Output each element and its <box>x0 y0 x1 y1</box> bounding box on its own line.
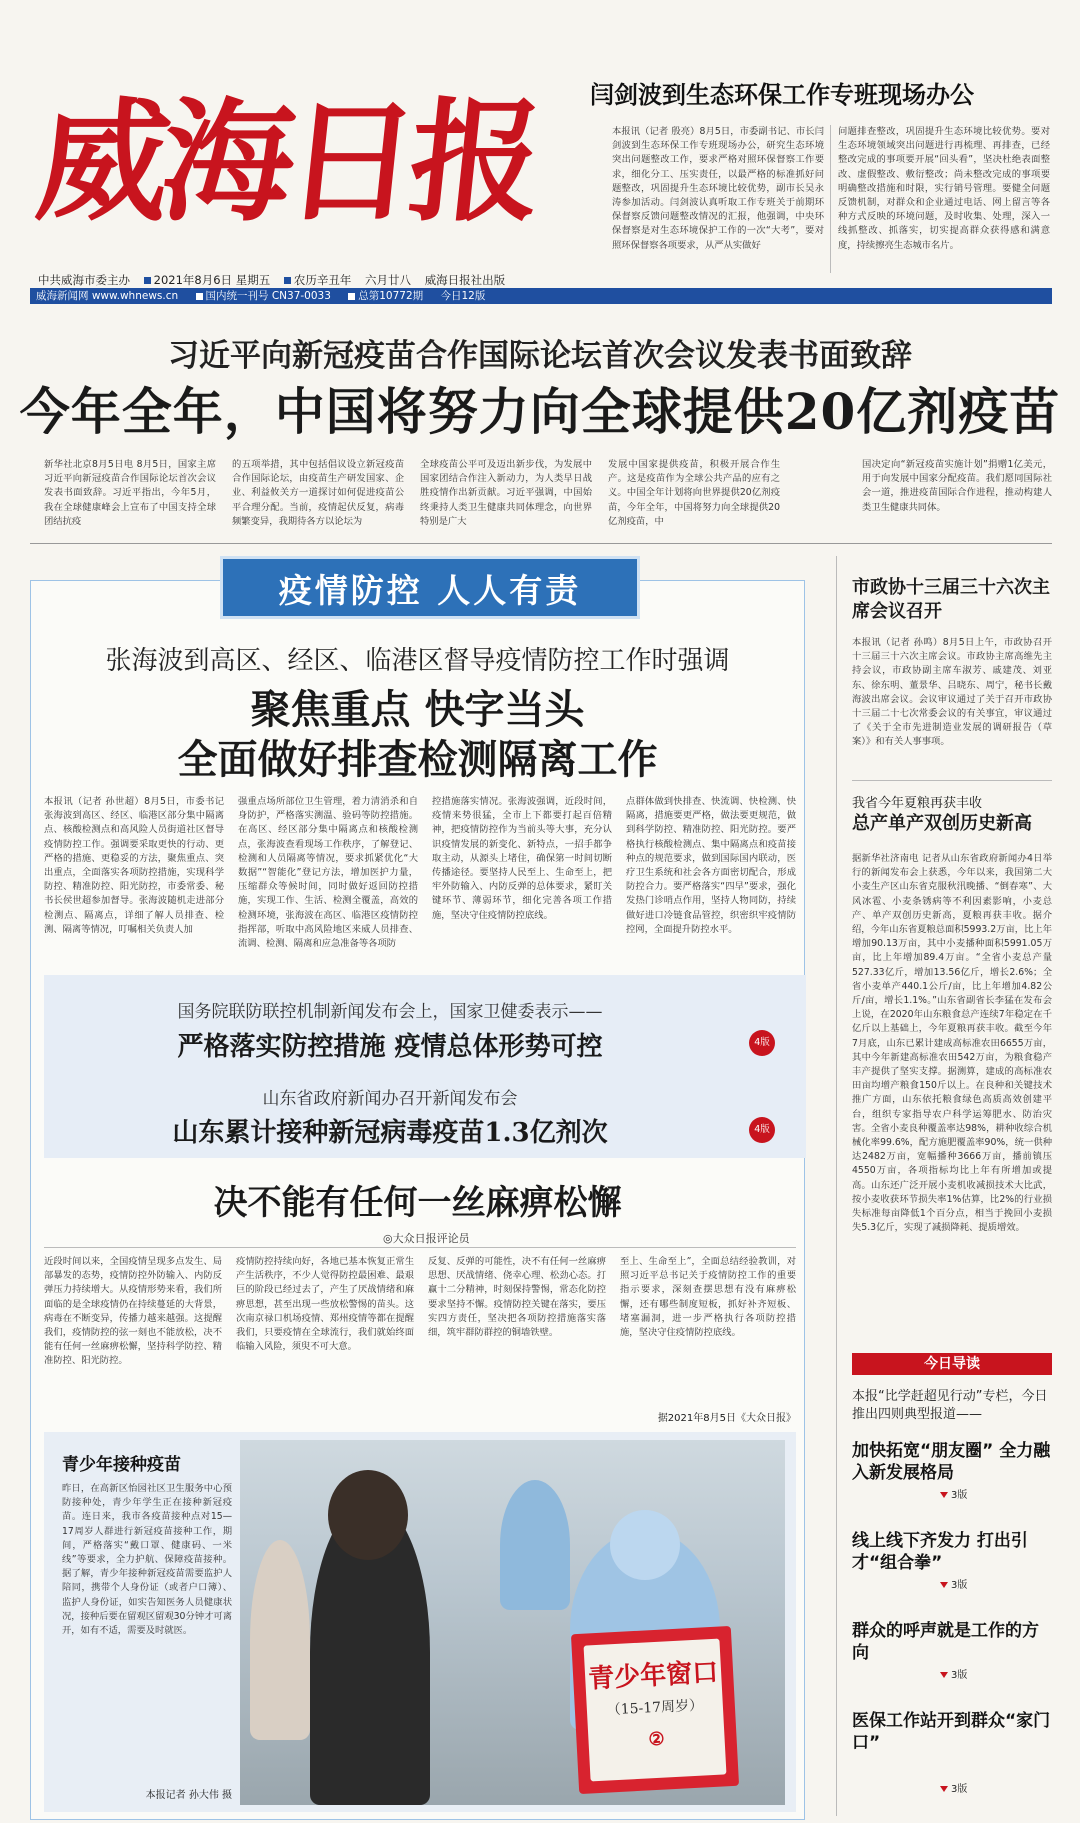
guide-label: 今日导读 <box>852 1353 1052 1375</box>
triangle-icon <box>940 1672 948 1678</box>
lead-col2: 的五项举措，其中包括倡议设立新冠疫苗合作国际论坛，由疫苗生产研发国家、企业、利益攸关方一道探讨如何促进疫苗公平合理分配。当前，疫情起伏反复，病毒频繁变异，我期待各方以论坛为 <box>232 459 404 527</box>
page-text: 3版 <box>951 1490 968 1501</box>
website-link[interactable]: 威海新闻网 www.whnews.cn <box>36 290 179 302</box>
issue-text: 总第10772期 <box>358 290 424 302</box>
top-story-col2: 问题排查整改，巩固提升生态环境比较优势。要对生态环境领域突出问题进行再梳理、再排查，已经整改完成的事项要开展“回头看”，坚决杜绝表面整改、虚假整改、敷衍整改；尚未整改完成的事项要明确整改措施和时限，实行销号管理。要健全问题反馈机制，对群众和企业通过电话、网上留言等各种方式反映的环境问题，及时收集、处理，深入一线抓整改、抓落实，切实提高群众获得感和满意度，持续擦亮生态城市名片。 <box>838 126 1050 251</box>
column-divider <box>830 125 831 273</box>
guide-item-1[interactable]: 加快拓宽“朋友圈” 全力融入新发展格局 <box>852 1441 1051 1483</box>
commentary-col2: 疫情防控持续向好，各地已基本恢复正常生产生活秩序，不少人觉得防控最困难、最艰巨的阶段已经过去了，产生了厌战情绪和麻痹思想，甚至出现一些放松警惕的苗头。这次南京禄口机场疫情、郑州疫情等都在提醒我们，只要疫情在全球流行，我们就始终面临输入风险，须臾不可大意。 <box>236 1256 414 1353</box>
top-story-title[interactable]: 闫剑波到生态环保工作专班现场办公 <box>590 81 974 109</box>
nurse-head <box>610 1510 680 1580</box>
commentary-col4: 至上、生命至上”，全面总结经验教训，对照习近平总书记关于疫情防控工作的重要指示要求，深刻查摆思想有没有麻痹松懈，还有哪些制度短板，抓好补齐短板、堵塞漏洞，进一步严格执行各项防控措施，坚决守住疫情防控底线。 <box>620 1256 796 1339</box>
lead-col4: 发展中国家提供疫苗，积极开展合作生产。这是疫苗作为全球公共产品的应有之义。中国全年计划将向世界提供20亿剂疫苗，今年全年，中国将努力向全球提供20亿剂疫苗，中 <box>608 459 780 527</box>
harvest-title[interactable]: 总产单产双创历史新高 <box>852 813 1032 834</box>
lead-subtitle: 习近平向新冠疫苗合作国际论坛首次会议发表书面致辞 <box>168 338 912 374</box>
pub-date <box>144 273 271 287</box>
masthead-info <box>38 272 598 288</box>
feature-subtitle: 张海波到高区、经区、临港区督导疫情防控工作时强调 <box>105 646 730 676</box>
lunar-year <box>284 273 352 287</box>
page-count: 今日12版 <box>440 290 486 302</box>
divider <box>30 543 1052 544</box>
publisher: 中共威海市委主办 <box>38 273 130 287</box>
square-icon <box>284 277 291 284</box>
sign-age: （15-17周岁） <box>606 1697 704 1719</box>
youth-window-sign <box>571 1626 739 1794</box>
guide-item-1-page[interactable] <box>940 1486 1080 1501</box>
cn-number <box>196 290 331 302</box>
photo-story-text: 昨日，在高新区怡园社区卫生服务中心预防接种处，青少年学生正在接种新冠疫苗。连日来，我市各疫苗接种点对15—17周岁人群进行新冠疫苗接种工作，期间，严格落实“戴口罩、健康码、一米线”等要求，全力护航、保障疫苗接种。据了解，青少年接种新冠疫苗需要监护人陪同，携带个人身份证（或者户口簿）、监护人身份证，如实告知医务人员健康状况，接种后要在留观区留观30分钟才可离开，如有不适，需要及时就医。 <box>62 1483 232 1637</box>
info-bar <box>30 288 1052 304</box>
cn-text: 国内统一刊号 CN37-0033 <box>205 290 331 302</box>
page-tag[interactable]: 4版 <box>749 1030 775 1056</box>
lunar-day: 六月廿八 <box>365 273 412 287</box>
newspaper-logo: 威海日报 <box>29 85 543 240</box>
guide-item-3[interactable]: 群众的呼声就是工作的方向 <box>852 1621 1039 1663</box>
sign-text: 青少年窗口 <box>587 1657 719 1695</box>
campaign-banner: 疫情防控 人人有责 <box>220 556 640 619</box>
feature-col3: 控措施落实情况。张海波强调，近段时间，疫情来势很猛，全市上下都要打起百倍精神，把疫情防控作为当前头等大事，充分认识疫情发展的新变化、新特点，一招手都争取主动，从源头上堵住，确保第一时间切断传播途径。要坚持人民至上、生命至上，把牢外防输入、内防反弹的总体要求，紧盯关键环节、薄弱环节，细化完善各项工作措施，坚决守住疫情防控底线。 <box>432 796 612 921</box>
cppcc-meeting-text: 本报讯（记者 孙鸣）8月5日上午，市政协召开十三届三十六次主席会议。市政协主席高维先主持会议，市政协副主席车淑芳、戚建茂、刘亚东、徐东明、董景华、吕晓东、周宁，秘书长戴海波出席会议。会议审议通过了关于召开市政协十三届二十七次常委会议的有关事宜，审议通过了《关于全市先进制造业发展的调研报告（草案）》和有关人事事项。 <box>852 637 1052 748</box>
harvest-kicker: 我省今年夏粮再获丰收 <box>852 796 983 811</box>
cppcc-meeting-title[interactable]: 市政协十三届三十六次主席会议召开 <box>852 577 1050 622</box>
sign-face <box>584 1639 727 1782</box>
news1-subtitle: 国务院联防联控机制新闻发布会上，国家卫健委表示—— <box>177 1002 603 1022</box>
guide-item-2[interactable]: 线上线下齐发力 打出引才“组合拳” <box>852 1531 1028 1573</box>
triangle-icon <box>940 1582 948 1588</box>
sign-number: ② <box>647 1728 666 1751</box>
column-divider <box>836 556 837 1816</box>
page-text: 3版 <box>951 1580 968 1591</box>
triangle-icon <box>940 1492 948 1498</box>
feature-headline-line2: 全面做好排查检测隔离工作 <box>177 736 658 783</box>
harvest-text: 据新华社济南电 记者从山东省政府新闻办4日举行的新闻发布会上获悉，今年以来，我国第二大小麦生产区山东省克服秋汛晚播、“倒春寒”、大风冰雹、小麦条锈病等不利因素影响，小麦总产、单产双创历史新高，夏粮再获丰收。据介绍，今年山东省夏粮总面积5993.2万亩，比上年增加90.13万亩，其中小麦播种面积5991.05万亩，比上年增加89.4万亩。“全省小麦总产量527.33亿斤，增加13.56亿斤，增长2.6%；全省小麦单产440.1公斤/亩，比上年增加4.82公斤/亩，增长1.1%。”山东省副省长李猛在发布会上说，在2020年山东粮食总产连续7年稳定在千亿斤以上基础上，今年夏粮再获丰收。截至今年7月底，山东已累计建成高标准农田6655万亩，其中今年新建高标准农田542万亩，为粮食稳产丰产提供了坚实支撑。据测算，建成的高标准农田亩均增产粮食150斤以上。在良种和关键技术推广方面，山东依托粮食绿色高质高效创建平台，组织专家指导农户科学运筹肥水、防治灾害。全省小麦良种覆盖率达98%，耕种收综合机械化率99.6%，配方施肥覆盖率90%，统一供种达2482万亩，宽幅播种3666万亩，播前镇压4550万亩，各项指标均比上年有所增加或提高。山东还广泛开展小麦机收减损技术大比武，按小麦收获环节损失率1%估算，比2%的行业损失标准每亩降低1个百分点，相当于挽回小麦损失5.3亿斤，实现了减损降耗、提质增效。 <box>852 853 1052 1234</box>
triangle-icon <box>940 1786 948 1792</box>
news1-headline[interactable]: 严格落实防控措施 疫情总体形势可控 <box>177 1032 603 1062</box>
page-text: 3版 <box>951 1670 968 1681</box>
issue-number <box>348 290 423 302</box>
commentary-col1: 近段时间以来，全国疫情呈现多点发生、局部暴发的态势，疫情防控外防输入、内防反弹压力持续增大。从疫情形势来看，我们所面临的是全球疫情仍在持续蔓延的大背景，病毒在不断变异，传播力越来越强。这提醒我们，疫情防控的弦一刻也不能放松，决不能有任何一丝麻痹松懈，坚持科学防控、精准防控、阳光防控。 <box>44 1256 222 1367</box>
top-story-col1: 本报讯（记者 殷亮）8月5日，市委副书记、市长闫剑波到生态环保工作专班现场办公，研究生态环境突出问题整改工作，要求严格对照环保督察工作要求，细化分工、压实责任，以最严格的标准抓好问题整改，巩固提升生态环境比较优势，副市长吴永涛参加活动。闫剑波认真听取工作专班关于前期环保督察反馈问题整改情况的汇报，他强调，中央环保督察是对生态环境保护工作的一次“大考”，要对照环保督察各项要求，从严从实做好 <box>612 126 824 251</box>
feature-col1: 本报讯（记者 孙世超）8月5日，市委书记张海波到高区、经区、临港区部分集中隔离点、核酸检测点和高风险人员街道社区督导疫情防控工作。强调要采取更快的行动、更严格的措施、更稳妥的方法，聚焦重点、突出重点，全面落实各项防控措施，实现科学防控、精准防控、阳光防控，市委常委、秘书长侯世超参加督导。张海波随机走进部分检测点、隔离点，详细了解人员排查、检测、隔离等情况，叮嘱相关负责人加 <box>44 796 224 935</box>
commentary-headline[interactable]: 决不能有任何一丝麻痹松懈 <box>213 1183 622 1223</box>
lead-col3: 全球疫苗公平可及迈出新步伐，为发展中国家团结合作注入新动力，为人类早日战胜疫情作出新贡献。习近平强调，中国始终秉持人类卫生健康共同体理念，向世界特别是广大 <box>420 459 592 527</box>
commentary-byline: ◎大众日报评论员 <box>383 1232 470 1245</box>
student-head <box>328 1470 408 1560</box>
background-worker <box>500 1480 570 1610</box>
date-text: 2021年8月6日 <box>153 273 233 287</box>
feature-headline-line1: 聚焦重点 快字当头 <box>250 686 585 733</box>
guide-item-4[interactable]: 医保工作站开到群众“家门口” <box>852 1711 1051 1753</box>
guide-item-4-page[interactable] <box>940 1780 1080 1795</box>
photo-credit: 本报记者 孙大伟 摄 <box>145 1790 232 1801</box>
guide-item-3-page[interactable] <box>940 1666 1080 1681</box>
square-icon <box>144 277 151 284</box>
press-name: 威海日报社出版 <box>424 273 506 287</box>
guide-intro: 本报“比学赶超见行动”专栏，今日推出四则典型报道—— <box>852 1389 1048 1422</box>
lead-headline[interactable]: 今年全年，中国将努力向全球提供20亿剂疫苗 <box>19 382 1061 441</box>
news2-subtitle: 山东省政府新闻办召开新闻发布会 <box>262 1089 518 1109</box>
page-tag[interactable]: 4版 <box>749 1117 775 1143</box>
divider <box>852 780 1052 781</box>
page-text: 3版 <box>951 1784 968 1795</box>
lead-col1: 新华社北京8月5日电 8月5日，国家主席习近平向新冠疫苗合作国际论坛首次会议发表书面致辞。习近平指出，今年5月，我在全球健康峰会上宣布了中国支持全球团结抗疫 <box>44 459 216 527</box>
guide-item-2-page[interactable] <box>940 1576 1080 1591</box>
lunar-year-text: 农历辛丑年 <box>293 273 352 287</box>
divider <box>44 1247 796 1248</box>
square-icon <box>196 293 203 300</box>
commentary-source: 据2021年8月5日《大众日报》 <box>657 1413 796 1424</box>
news2-headline[interactable]: 山东累计接种新冠病毒疫苗1.3亿剂次 <box>172 1118 608 1148</box>
photo-story-title[interactable]: 青少年接种疫苗 <box>62 1455 181 1475</box>
feature-col4: 点群体做到快排查、快流调、快检测、快隔离，措施要更严格，做法要更规范，做到科学防控、精准防控、阳光防控。要严格执行核酸检测点、集中隔离点和疫苗接种点的规范要求，做到国际国内联动，医疗卫生系统和社会各方面密切配合，形成防控合力。要严格落实“四早”要求，强化发热门诊哨点作用，坚持人物同防，持续做好进口冷链食品管控，织密织牢疫情防控网，全面提升防控水平。 <box>626 796 796 935</box>
lead-col5: 国决定向“新冠疫苗实施计划”捐赠1亿美元，用于向发展中国家分配疫苗。我们愿同国际社会一道，推进疫苗国际合作进程，推动构建人类卫生健康共同体。 <box>862 459 1052 513</box>
feature-col2: 强重点场所部位卫生管理，着力清消杀和自身防护，严格落实测温、验码等防控措施。在高区、经区部分集中隔离点和核酸检测点，张海波查看现场工作秩序，了解登记、检测和人员隔离等情况，要求抓紧优化“大数据”“智能化”登记方法，增加医护力量，压缩群众等候时间，同时做好返回防控措施，实现工作、生活、检测全覆盖，高效的检测环境，张海波在高区、临港区疫情防控指挥部，听取中高风险地区来威人员排查、流调、检测、隔离和应急准备等各项防 <box>238 796 418 950</box>
commentary-col3: 反复、反弹的可能性，决不有任何一丝麻痹思想、厌战情绪、侥幸心理、松劲心态。打赢十二分精神，时刻保持警惕，常态化防控要求坚持不懈。疫情防控关键在落实，要压实四方责任，坚决把各项防控措施落实落细，筑牢群防群控的铜墙铁壁。 <box>428 1256 606 1339</box>
background-person <box>250 1540 310 1740</box>
square-icon <box>348 293 355 300</box>
feature-headline[interactable] <box>30 685 805 785</box>
weekday-text: 星期五 <box>235 273 271 287</box>
